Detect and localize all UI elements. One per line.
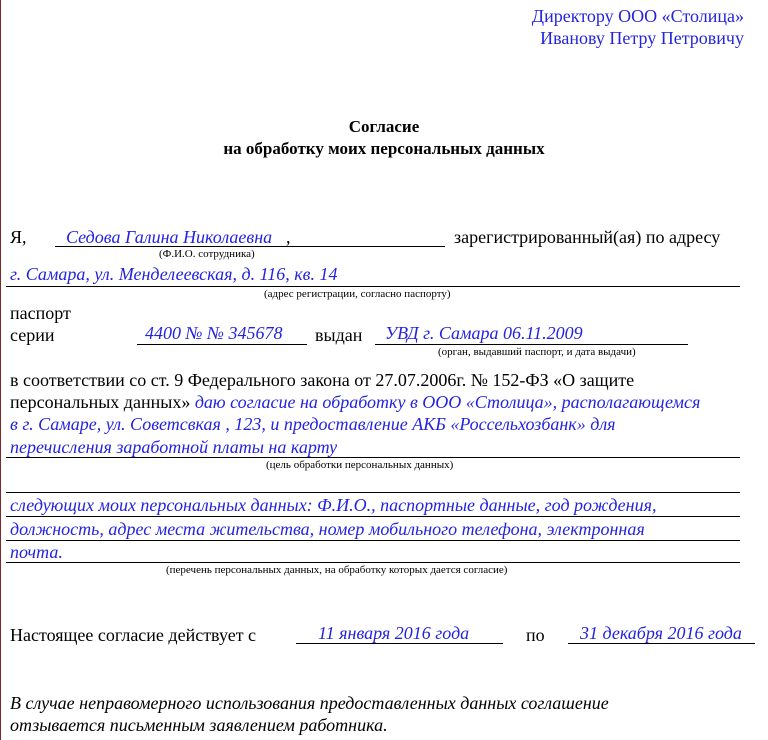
addressee-line-2: Иванову Петру Петровичу xyxy=(540,28,744,48)
footer-line-1: В случае неправомерного использования предоставленных данных соглашение xyxy=(10,693,609,713)
name-comma: , xyxy=(286,227,291,247)
issued-underline xyxy=(375,344,688,345)
validity-to-underline xyxy=(568,643,755,644)
purpose-line-3: в г. Самаре, ул. Советсвкая , 123, и предоставление АКБ «Россельхозбанк» для xyxy=(10,414,616,434)
page-edge-line xyxy=(0,0,1,740)
issued-caption: (орган, выдавший паспорт, и дата выдачи) xyxy=(438,346,636,358)
purpose-line-2-hand: даю согласие на обработку в ООО «Столица», располагающемся xyxy=(190,392,701,412)
document-title: Согласие xyxy=(348,117,420,136)
purpose-line-1: в соответствии со ст. 9 Федерального закона от 27.07.2006г. № 152-ФЗ «О защите xyxy=(10,370,635,390)
data-list-line-3: почта. xyxy=(10,542,63,562)
registered-text: зарегистрированный(ая) по адресу xyxy=(454,227,721,247)
passport-issued-by: УВД г. Самара 06.11.2009 xyxy=(385,323,583,343)
validity-from-underline xyxy=(296,643,503,644)
data-list-underline-1 xyxy=(6,516,740,517)
registration-address: г. Самара, ул. Менделеевская, д. 116, кв. 14 xyxy=(10,264,338,284)
passport-number: 4400 № № 345678 xyxy=(145,323,283,343)
validity-text: Настоящее согласие действует с xyxy=(10,625,257,645)
footer-line-2: отзывается письменным заявлением работника. xyxy=(10,715,388,735)
validity-to-label: по xyxy=(526,625,545,645)
applicant-name: Седова Галина Николаевна xyxy=(66,227,273,247)
purpose-line-2-printed: персональных данных» xyxy=(10,392,191,412)
name-caption: (Ф.И.О. сотрудника) xyxy=(159,248,255,260)
data-list-underline-3 xyxy=(6,562,740,563)
prefix-ya: Я, xyxy=(10,227,27,247)
series-label: серии xyxy=(10,325,55,345)
data-list-line-1: следующих моих персональных данных: Ф.И.О., паспортные данные, год рождения, xyxy=(10,495,657,515)
name-underline xyxy=(55,246,445,247)
document-subtitle: на обработку моих персональных данных xyxy=(223,139,545,158)
purpose-line-2 xyxy=(10,391,700,413)
addressee-line-1: Директору ООО «Столица» xyxy=(531,6,744,26)
validity-to-date: 31 декабря 2016 года xyxy=(580,623,742,643)
passport-label: паспорт xyxy=(10,303,71,323)
purpose-caption: (цель обработки персональных данных) xyxy=(266,459,454,471)
validity-from-date: 11 января 2016 года xyxy=(318,623,470,643)
data-list-underline-2 xyxy=(6,540,740,541)
purpose-underline xyxy=(6,457,740,458)
address-underline xyxy=(6,286,740,287)
address-caption: (адрес регистрации, согласно паспорту) xyxy=(264,288,451,300)
passport-number-underline xyxy=(137,344,307,345)
data-list-topline xyxy=(6,492,740,493)
purpose-line-4: перечисления заработной платы на карту xyxy=(10,437,338,457)
data-list-line-2: должность, адрес места жительства, номер мобильного телефона, электронная xyxy=(10,519,645,539)
data-list-caption: (перечень персональных данных, на обработку которых дается согласие) xyxy=(166,564,508,576)
issued-label: выдан xyxy=(315,325,363,345)
